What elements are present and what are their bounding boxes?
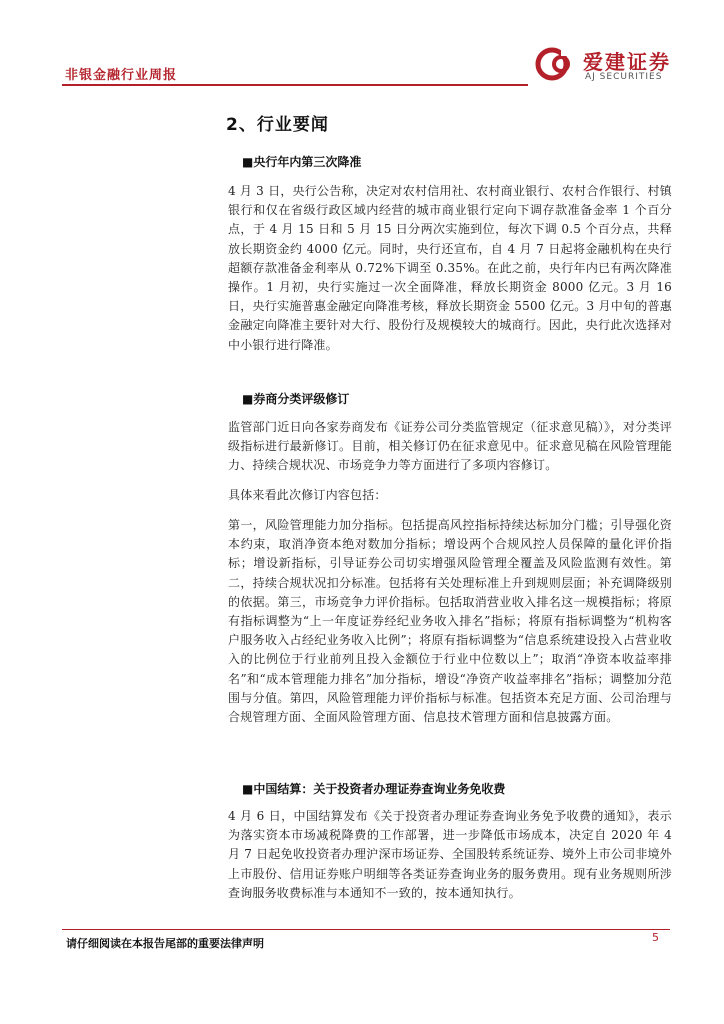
news-title-csdc-fee-waiver: ■中国结算：关于投资者办理证券查询业务免收费: [242, 782, 506, 796]
section-heading: 2、行业要闻: [226, 115, 329, 135]
logo-chinese-text: 爱建证券: [583, 50, 671, 74]
legal-disclaimer: 请仔细阅读在本报告尾部的重要法律声明: [66, 937, 264, 950]
logo-mark-icon: [535, 46, 577, 82]
news-title-rrr-cut: ■央行年内第三次降准: [242, 155, 362, 169]
company-logo: [535, 40, 685, 90]
news-paragraph-rrr-cut: 4 月 3 日，央行公告称，决定对农村信用社、农村商业银行、农村合作银行、村镇银行和仅在省级行政区域内经营的城市商业银行定向下调存款准备金率 1 个百分点，于 4 月 15 日和 5 月 15 日分两次实施到位，每次下调 0.5 个百分点，共释放长期资金约 4000 亿元。同时，央行还宣布，自 4 月 7 日起将金融机构在央行超额存款准备金利率从 0.72%下调至 0.35%。在此之前，央行年内已有两次降准操作。1 月初，央行实施过一次全面降准，释放长期资金 8000 亿元。3 月 16 日，央行实施普惠金融定向降准考核，释放长期资金 5500 亿元。3 月中旬的普惠金融定向降准主要针对大行、股份行及规模较大的城商行。因此，央行此次选择对中小银行进行降准。: [228, 184, 672, 352]
logo-english-text: AJ SECURITIES: [585, 72, 663, 82]
page-number: 5: [652, 931, 659, 944]
news-paragraph-broker-rating-intro: 监管部门近日向各家券商发布《证券公司分类监管规定（征求意见稿）》，对分类评级指标进行最新修订。目前，相关修订仍在征求意见中。征求意见稿在风险管理能力、持续合规状况、市场竞争力等方面进行了多项内容修订。: [228, 420, 672, 473]
news-title-broker-rating: ■券商分类评级修订: [242, 392, 350, 406]
report-title: 非银金融行业周报: [65, 68, 178, 83]
news-paragraph-broker-rating-details: 第一，风险管理能力加分指标。包括提高风控指标持续达标加分门槛；引导强化资本约束，取消净资本绝对数加分指标；增设两个合规风控人员保障的量化评价指标；增设新指标，引导证券公司切实增强风险管理全覆盖及风险监测有效性。第二，持续合规状况扣分标准。包括将有关处理标准上升到规则层面；补充调降级别的依据。第三，市场竞争力评价指标。包括取消营业收入排名这一规模指标；将原有指标调整为“上一年度证券经纪业务收入排名”指标；将原有指标调整为“机构客户服务收入占经纪业务收入比例”；将原有指标调整为“信息系统建设投入占营业收入的比例位于行业前列且投入金额位于行业中位数以上”；取消“净资本收益率排名”和“成本管理能力排名”加分指标，增设“净资产收益率排名”指标；调整加分范围与分值。第四，风险管理能力评价指标与标准。包括资本充足方面、公司治理与合规管理方面、全面风险管理方面、信息技术管理方面和信息披露方面。: [228, 518, 672, 725]
news-paragraph-csdc-fee-waiver: 4 月 6 日，中国结算发布《关于投资者办理证券查询业务免予收费的通知》，表示为落实资本市场减税降费的工作部署，进一步降低市场成本，决定自 2020 年 4 月 7 日起免收投资者办理沪深市场证券、全国股转系统证券、境外上市公司非境外上市股份、信用证券账户明细等各类证券查询业务的服务费用。现有业务规则所涉查询服务收费标准与本通知不一致的，按本通知执行。: [228, 809, 672, 900]
news-paragraph-broker-rating-lead: 具体来看此次修订内容包括：: [228, 488, 387, 502]
footer-divider: [62, 929, 670, 930]
header-divider: [62, 84, 528, 86]
